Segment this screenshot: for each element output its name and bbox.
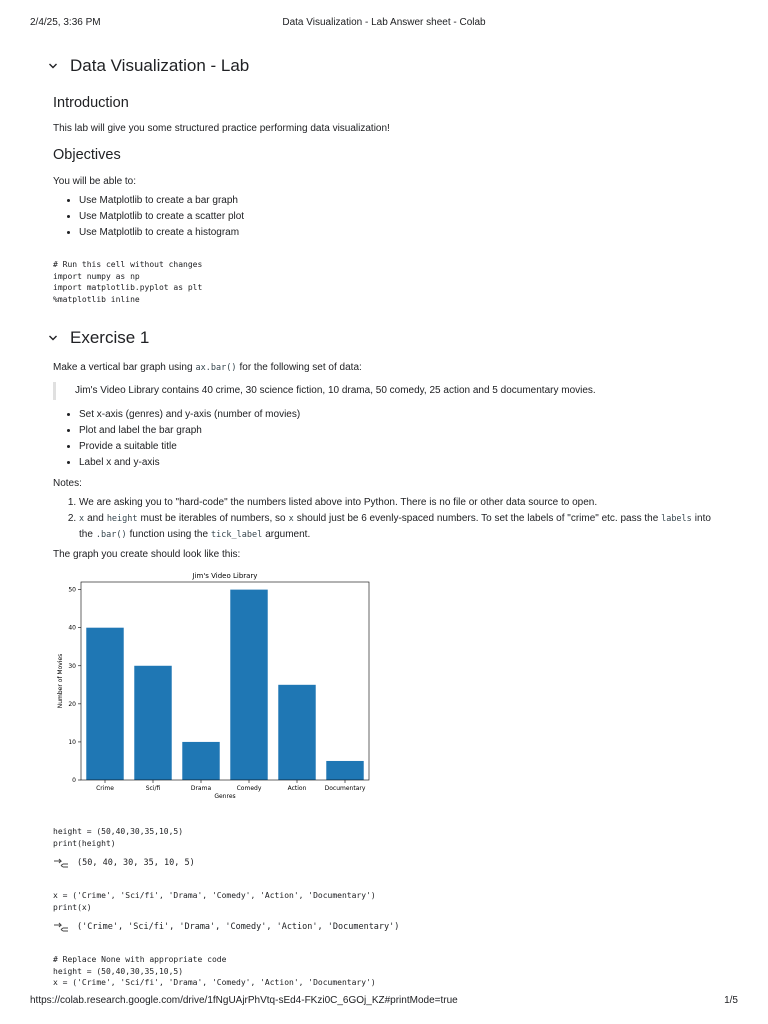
exercise1-heading[interactable] <box>48 328 149 348</box>
introduction-text: This lab will give you some structured practice performing data visualization! <box>53 123 390 134</box>
chart-bar <box>230 590 267 780</box>
setup-code-cell[interactable] <box>53 259 202 305</box>
note-item: 2. x and height must be iterables of numbers, so x should just be 6 evenly-spaced numbers. To set the labels of "crime" etc. pass the labels into the .bar() function using the tick_label argument. <box>79 511 719 543</box>
x-tick-label: Documentary <box>324 785 366 792</box>
code-text: height = (50,40,30,35,10,5) print(height) <box>53 827 184 848</box>
notes-list <box>53 495 719 543</box>
print-header <box>0 17 768 31</box>
replace-code-cell[interactable] <box>53 954 376 989</box>
y-tick-label: 30 <box>68 662 76 670</box>
height-output <box>53 858 195 870</box>
output-text: ('Crime', 'Sci/fi', 'Drama', 'Comedy', 'Action', 'Documentary') <box>77 922 400 933</box>
print-footer <box>0 995 768 1009</box>
chart-bar <box>182 742 219 780</box>
inline-code: ax.bar() <box>195 363 237 373</box>
code-text: # Replace None with appropriate code height = (50,40,30,35,10,5) x = ('Crime', 'Sci/fi', 'Drama', 'Comedy', 'Action', 'Documentary') <box>53 955 376 987</box>
chart-title: Jim's Video Library <box>192 572 258 580</box>
output-toggle-icon[interactable] <box>53 858 69 870</box>
x-axis-label: Genres <box>214 793 236 800</box>
notebook-title-heading[interactable] <box>48 56 249 76</box>
y-tick-label: 0 <box>72 777 76 784</box>
x-output <box>53 922 399 934</box>
task-list <box>53 407 300 471</box>
x-tick-label: Sci/fi <box>145 785 161 792</box>
data-description-quote: Jim's Video Library contains 40 crime, 30 science fiction, 10 drama, 50 comedy, 25 action and 5 documentary movies. <box>53 382 715 400</box>
exercise1-title: Exercise 1 <box>70 328 150 347</box>
list-item: • Use Matplotlib to create a bar graph <box>79 193 244 209</box>
print-date: 2/4/25, 3:36 PM <box>30 17 101 28</box>
list-item: • Set x-axis (genres) and y-axis (number of movies) <box>79 407 300 423</box>
print-title: Data Visualization - Lab Answer sheet - Colab <box>282 17 486 28</box>
notes-label: Notes: <box>53 478 82 489</box>
objectives-heading: Objectives <box>53 147 121 163</box>
print-url: https://colab.research.google.com/drive/1fNgUAjrPhVtq-sEd4-FKzi0C_6GOj_KZ#printMode=true <box>30 995 458 1006</box>
y-axis-label: Number of Movies <box>57 653 64 709</box>
chart-bar <box>326 761 363 780</box>
objectives-list <box>53 193 244 241</box>
intro-text-before: Make a vertical bar graph using <box>53 362 193 373</box>
code-text: # Run this cell without changes import numpy as np import matplotlib.pyplot as plt %matplotlib inline <box>53 260 203 304</box>
intro-text-after: for the following set of data: <box>239 362 362 373</box>
chart-bar <box>134 666 171 780</box>
note-item: 1. We are asking you to "hard-code" the numbers listed above into Python. There is no file or other data source to open. <box>79 495 719 511</box>
graph-intro: The graph you create should look like this: <box>53 549 241 560</box>
exercise1-intro <box>53 362 362 373</box>
y-tick-label: 50 <box>68 586 76 594</box>
notebook-title: Data Visualization - Lab <box>70 56 250 75</box>
x-tick-label: Comedy <box>236 785 262 792</box>
chart-bar <box>86 628 123 780</box>
bar-chart <box>52 568 372 800</box>
x-tick-label: Drama <box>190 785 212 792</box>
list-item: • Plot and label the bar graph <box>79 423 300 439</box>
output-text: (50, 40, 30, 35, 10, 5) <box>77 858 195 869</box>
chart-bar <box>278 685 315 780</box>
list-item: • Provide a suitable title <box>79 439 300 455</box>
code-text: x = ('Crime', 'Sci/fi', 'Drama', 'Comedy', 'Action', 'Documentary') print(x) <box>53 891 376 912</box>
x-tick-label: Crime <box>96 785 114 792</box>
x-code-cell[interactable] <box>53 890 376 913</box>
list-item: • Use Matplotlib to create a histogram <box>79 225 244 241</box>
chart-frame <box>81 582 369 780</box>
y-tick-label: 10 <box>68 738 76 746</box>
y-tick-label: 20 <box>68 700 76 708</box>
height-code-cell[interactable] <box>53 826 183 849</box>
chevron-down-icon[interactable] <box>48 61 58 71</box>
list-item: • Label x and y-axis <box>79 455 300 471</box>
chevron-down-icon[interactable] <box>48 333 58 343</box>
list-item: • Use Matplotlib to create a scatter plot <box>79 209 244 225</box>
x-tick-label: Action <box>287 785 307 792</box>
objectives-lead: You will be able to: <box>53 176 137 187</box>
y-tick-label: 40 <box>68 624 76 632</box>
print-page-number: 1/5 <box>724 995 738 1006</box>
output-toggle-icon[interactable] <box>53 922 69 934</box>
introduction-heading: Introduction <box>53 95 129 111</box>
